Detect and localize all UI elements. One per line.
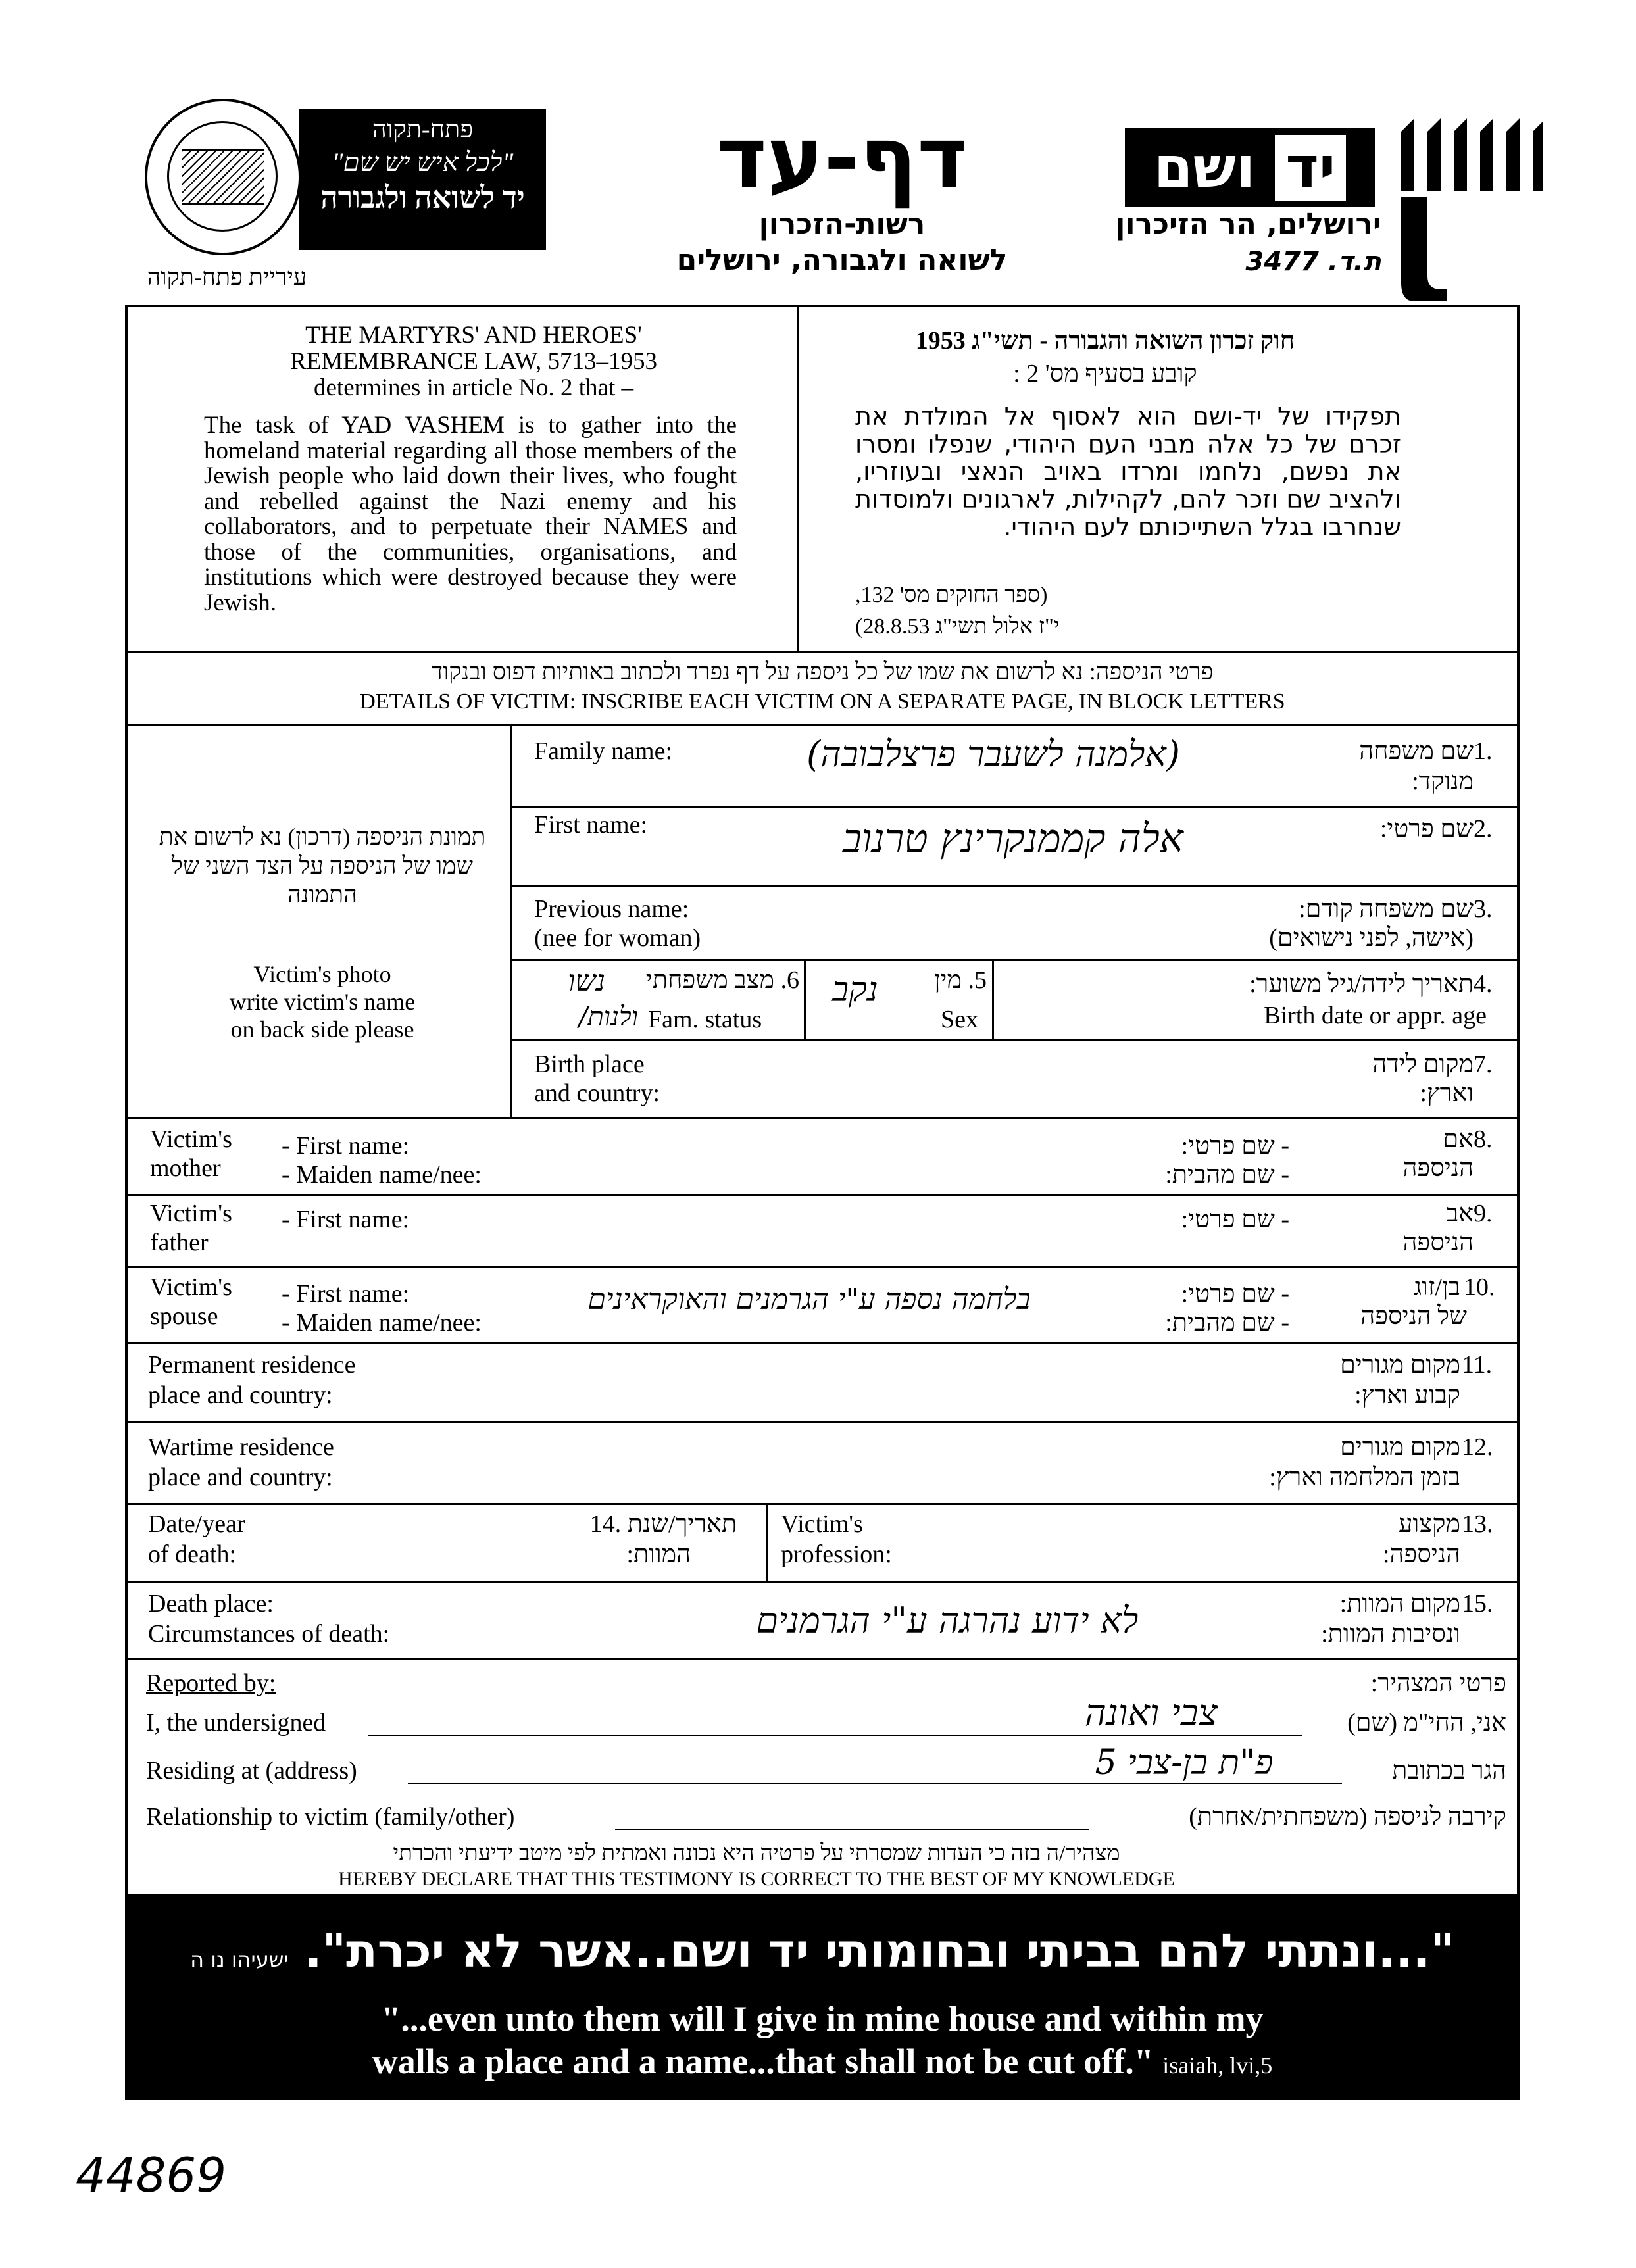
reported-by-label-he: פרטי המצהיר:: [1370, 1669, 1506, 1697]
mother-maiden-name-label: - Maiden name/nee:: [282, 1161, 482, 1189]
death-place-label-he-2: ונסיבות המוות:: [1321, 1620, 1460, 1648]
address-line: [408, 1783, 1342, 1784]
serial-number: 44869: [76, 2148, 227, 2203]
law-source-he-1: (ספר החוקים מס' 132,: [855, 583, 1048, 607]
field-number-3: 3.: [1474, 895, 1493, 923]
relationship-line: [615, 1829, 1089, 1830]
law-body-en: The task of YAD VASHEM is to gather into the homeland material regarding all those members of the Jewish people who laid down their lives, who fought and rebelled against the Nazi enemy and his collaborators, and to perpetuate their NAMES and those of the communities, organisations, and institutions which were destroyed because they were Jewish.: [204, 412, 737, 616]
family-name-label-he-2: מנוקד:: [1412, 768, 1474, 795]
spouse-first-name-label: - First name:: [282, 1280, 410, 1308]
details-rule: [125, 724, 1520, 726]
row-rule-10: [125, 1503, 1520, 1505]
declaration-en: HEREBY DECLARE THAT THIS TESTIMONY IS CORRECT TO THE BEST OF MY KNOWLEDGE: [338, 1868, 1175, 1890]
sex-value[interactable]: נקב: [832, 970, 878, 1010]
spouse-label-en-2: spouse: [150, 1302, 218, 1330]
address-label-he: הגר בכתובת: [1392, 1757, 1506, 1785]
previous-name-label-he: שם משפחה קודם:: [1299, 895, 1474, 923]
field-number-9: 9.: [1474, 1200, 1493, 1227]
photo-instructions-he: תמונת הניספה (דרכון) נא לרשום את שמו של הניספה על הצד השני של התמונה: [159, 824, 486, 908]
yv-address: ירושלים, הר הזיכרון: [1115, 207, 1381, 241]
death-profession-divider: [766, 1503, 768, 1581]
spouse-label-en: Victim's: [150, 1273, 232, 1301]
spouse-label-he-2: של הניספה: [1360, 1302, 1467, 1330]
undersigned-value[interactable]: צבי ואונה: [1084, 1692, 1218, 1735]
page-title: דף-עד: [716, 108, 968, 208]
profession-label-en: Victim's: [781, 1510, 863, 1538]
father-first-name-label-he: - שם פרטי:: [1181, 1206, 1289, 1233]
death-circumstances-value[interactable]: לא ידוע נהרגה ע"י הגרמנים: [756, 1600, 1139, 1641]
father-label-he: אב: [1446, 1200, 1474, 1227]
field-number-8: 8.: [1474, 1125, 1493, 1153]
photo-divider: [510, 724, 512, 1117]
row-rule-11: [125, 1581, 1520, 1583]
father-label-en-2: father: [150, 1229, 209, 1256]
death-place-label-en-2: Circumstances of death:: [148, 1620, 390, 1648]
sex-status-divider: [804, 959, 806, 1039]
first-name-value[interactable]: אלה קממנקרינץ טרנוב: [843, 816, 1183, 862]
sex-label-he: 5. מין: [933, 966, 987, 994]
death-date-label-he: תאריך/שנת .14: [589, 1510, 737, 1538]
row-rule-9: [125, 1421, 1520, 1423]
undersigned-line: [368, 1735, 1302, 1736]
field-number-1: 1.: [1474, 737, 1493, 765]
sex-birth-divider: [992, 959, 994, 1039]
row-rule-4: [510, 1039, 1520, 1041]
mother-label-he: אם: [1443, 1125, 1474, 1153]
birth-place-label-he: מקום לידה: [1372, 1050, 1474, 1078]
death-date-label-en: Date/year: [148, 1510, 245, 1538]
quote-en-source: isaiah, lvi,5: [1162, 2052, 1273, 2079]
birth-place-label-en: Birth place: [534, 1050, 645, 1078]
profession-label-he-2: הניספה:: [1382, 1541, 1460, 1568]
field-number-12: 12.: [1462, 1433, 1493, 1461]
permanent-residence-label-en-2: place and country:: [148, 1381, 333, 1409]
row-rule-12: [125, 1658, 1520, 1660]
yad-vashem-logo: [1125, 128, 1375, 207]
family-status-value[interactable]: נשו: [568, 964, 605, 998]
family-name-label-he: שם משפחה: [1359, 737, 1474, 765]
field-number-11: 11.: [1462, 1351, 1493, 1379]
row-rule-7: [125, 1266, 1520, 1268]
petah-banner-line1: פתח-תקוה: [372, 116, 474, 143]
law-source-he-2: י"ז אלול תשי"ג 28.8.53): [855, 614, 1060, 639]
undersigned-label: I, the undersigned: [146, 1709, 326, 1737]
row-rule-2: [510, 885, 1520, 887]
yv-logo-white: יד: [1275, 135, 1346, 201]
details-heading-en: DETAILS OF VICTIM: INSCRIBE EACH VICTIM ON A SEPARATE PAGE, IN BLOCK LETTERS: [359, 689, 1285, 714]
wartime-residence-label-en: Wartime residence: [148, 1433, 334, 1461]
row-rule-6: [125, 1194, 1520, 1196]
petah-tikva-banner: [299, 109, 546, 250]
field-number-2: 2.: [1474, 815, 1493, 843]
address-value[interactable]: פ"ת בן-צבי 5: [1095, 1743, 1274, 1783]
relationship-label-he: קירבה לניספה (משפחתית/אחרת): [1189, 1803, 1506, 1831]
quote-en-line2: walls a place and a name...that shall not be cut off." isaiah, lvi,5: [372, 2042, 1273, 2081]
mother-first-name-label: - First name:: [282, 1132, 410, 1160]
father-label-en: Victim's: [150, 1200, 232, 1227]
first-name-label-he: שם פרטי:: [1379, 815, 1474, 843]
spouse-maiden-name-label-he: - שם מהבית:: [1165, 1309, 1289, 1337]
spouse-maiden-name-label: - Maiden name/nee:: [282, 1309, 482, 1337]
wartime-residence-label-en-2: place and country:: [148, 1464, 333, 1491]
mother-maiden-name-label-he: - שם מהבית:: [1165, 1161, 1289, 1189]
birth-place-label-he-2: וארץ:: [1420, 1079, 1474, 1107]
father-first-name-label: - First name:: [282, 1206, 410, 1233]
row-rule-8: [125, 1342, 1520, 1344]
profession-label-en-2: profession:: [781, 1541, 892, 1568]
family-status-label-he: 6. מצב משפחתי: [645, 966, 799, 994]
field-number-13: 13.: [1462, 1510, 1493, 1538]
death-date-label-he-2: המוות:: [626, 1541, 691, 1568]
family-name-label-en: Family name:: [534, 737, 673, 765]
field-number-10: 10.: [1464, 1273, 1495, 1301]
reported-by-label: Reported by:: [146, 1669, 276, 1697]
permanent-residence-label-he-2: קבוע וארץ:: [1354, 1381, 1460, 1409]
birth-date-label-en: Birth date or appr. age: [1264, 1002, 1487, 1029]
address-label: Residing at (address): [146, 1757, 357, 1785]
law-title-en: THE MARTYRS' AND HEROES' REMEMBRANCE LAW, 5713–1953 determines in article No. 2 that –: [290, 322, 657, 401]
yv-logo-black: ושם: [1153, 135, 1256, 201]
first-name-label-en: First name:: [534, 811, 648, 839]
law-bottom-rule: [125, 651, 1520, 653]
row-rule-5: [125, 1117, 1520, 1119]
photo-instructions-en: Victim's photo write victim's name on back side please: [229, 961, 416, 1043]
family-name-value[interactable]: (אלמנה לשעבר פרצלבובה): [806, 733, 1180, 775]
death-place-label-he: מקום המוות:: [1339, 1590, 1460, 1617]
row-rule-3: [510, 959, 1520, 961]
profession-label-he: מקצוע: [1399, 1510, 1460, 1538]
family-status-label-en: Fam. status: [648, 1006, 762, 1033]
spouse-value[interactable]: בלחמה נספה ע"י הגרמנים והאוקראינים: [587, 1283, 1031, 1316]
yad-vashem-flames-icon: [1388, 105, 1546, 303]
birth-place-label-en-2: and country:: [534, 1079, 660, 1107]
wartime-residence-label-he-2: בזמן המלחמה וארץ:: [1269, 1464, 1460, 1491]
petah-banner-line2: "לכל איש יש שם": [332, 147, 514, 177]
yv-po-box: ת.ד. 3477: [1245, 247, 1381, 277]
quote-he-source: ישעיהו נו ה: [190, 1947, 289, 1972]
mother-first-name-label-he: - שם פרטי:: [1181, 1132, 1289, 1160]
previous-name-label-he-2: (אישה, לפני נישואים): [1269, 924, 1474, 952]
relationship-label: Relationship to victim (family/other): [146, 1803, 515, 1831]
sex-label-en: Sex: [941, 1006, 978, 1033]
mother-label-en-2: mother: [150, 1154, 221, 1182]
row-rule-1: [510, 806, 1520, 808]
previous-name-label-en: Previous name:: [534, 895, 689, 923]
spouse-label-he: בן/זוג: [1413, 1273, 1460, 1301]
death-date-label-en-2: of death:: [148, 1541, 237, 1568]
field-number-4: 4.: [1474, 970, 1493, 998]
law-divider: [797, 305, 799, 651]
law-body-he: תפקידו של יד-ושם הוא לאסוף אל המולדת את זכרם של כל אלה מבני העם היהודי, שנפלו ומסרו את נפשם, נלחמו ומרדו באויב הנאצי ובעוזריו, ולהציב שם וזכר להם, לקהילות, לארגונים ולמוסדות שנחרבו בגלל השתייכותם לעם היהודי.: [855, 402, 1401, 541]
permanent-residence-label-he: מקום מגורים: [1340, 1351, 1460, 1379]
quote-en-line1: "...even unto them will I give in mine house and within my: [381, 1999, 1264, 2038]
details-heading-he: פרטי הניספה: נא לרשום את שמו של כל ניספה על דף נפרד ולכתוב באותיות דפוס ובנקוד: [431, 658, 1214, 685]
authority-line2: לשואה ולגבורה, ירושלים: [676, 243, 1008, 277]
wartime-residence-label-he: מקום מגורים: [1340, 1433, 1460, 1461]
law-title-he: חוק זכרון השואה והגבורה - תשי"ג 1953: [915, 327, 1295, 355]
family-status-value-2[interactable]: ולנות/: [578, 1002, 638, 1032]
undersigned-label-he: אני, החי"מ (שם): [1347, 1709, 1506, 1737]
father-label-he-2: הניספה: [1402, 1229, 1474, 1256]
mother-label-en: Victim's: [150, 1125, 232, 1153]
law-subtitle-he: קובע בסעיף מס' 2 :: [1013, 360, 1197, 387]
mother-label-he-2: הניספה: [1402, 1154, 1474, 1182]
field-number-7: 7.: [1474, 1050, 1493, 1078]
birth-date-label-he: תאריך לידה/גיל משוער:: [1249, 970, 1474, 998]
city-name: עיריית פתח-תקוה: [147, 264, 307, 290]
previous-name-label-en-2: (nee for woman): [534, 924, 701, 952]
authority-line1: רשות-הזכרון: [758, 207, 926, 241]
permanent-residence-label-en: Permanent residence: [148, 1351, 356, 1379]
petah-banner-line3: יד לשואה ולגבורה: [320, 181, 525, 214]
death-place-label-en: Death place:: [148, 1590, 274, 1617]
quote-he: "...ונתתי להם בביתי ובחומותי יד ושם..אשר לא יכרת". ישעיהו נו ה: [190, 1924, 1454, 1978]
spouse-first-name-label-he: - שם פרטי:: [1181, 1280, 1289, 1308]
municipal-seal-logo: [145, 99, 301, 255]
field-number-15: 15.: [1462, 1590, 1493, 1617]
declaration-he: מצהיר/ה בזה כי העדות שמסרתי על פרטיה היא נכונה ואמתית לפי מיטב ידיעתי והכרתי: [393, 1841, 1120, 1865]
